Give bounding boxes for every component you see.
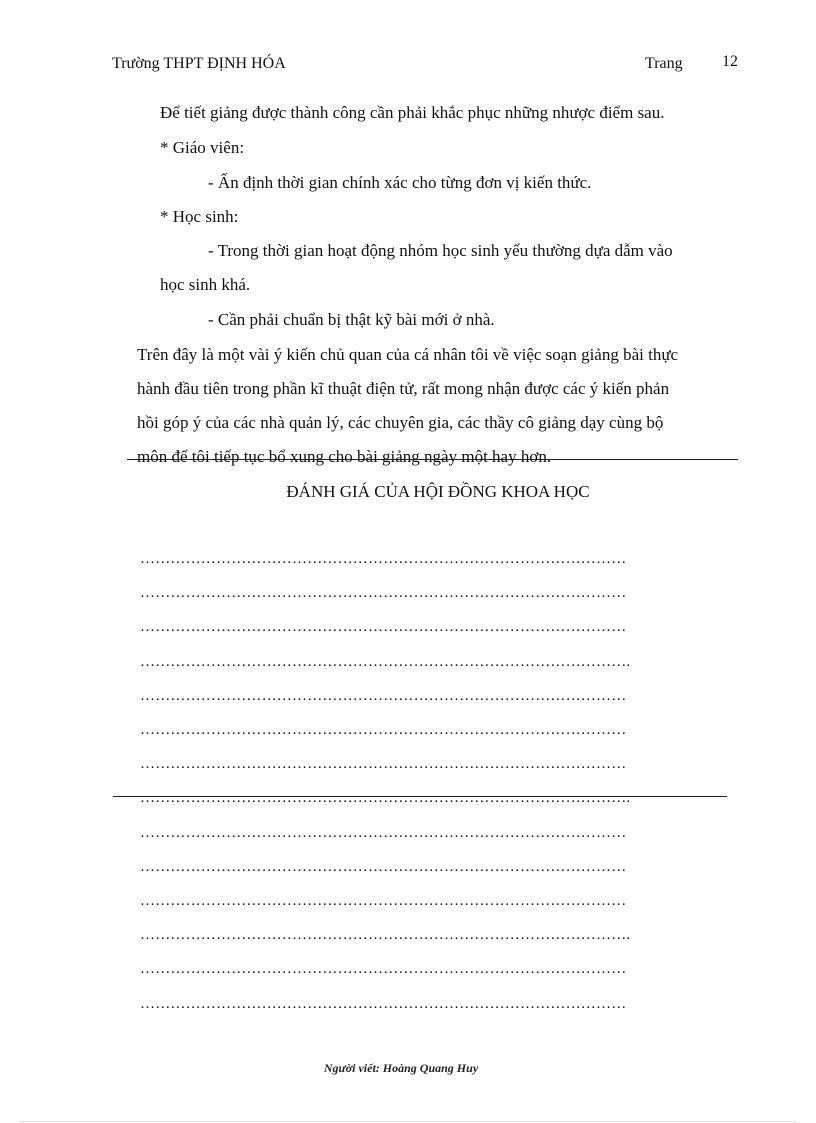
header-page-number: 12 xyxy=(722,53,738,70)
evaluation-dotted-line: …………………………………………………………………………………… xyxy=(140,687,627,704)
footer-author: Người viết: Hoàng Quang Huy xyxy=(323,1061,479,1075)
evaluation-dotted-line: …………………………………………………………………………………… xyxy=(140,995,627,1012)
header-school: Trường THPT ĐỊNH HÓA xyxy=(112,55,286,72)
conclusion-line-2: hành đầu tiên trong phần kĩ thuật điện tử, rất mong nhận được các ý kiến phản xyxy=(137,379,670,398)
evaluation-dotted-line: …………………………………………………………………………………… xyxy=(140,756,627,773)
evaluation-dotted-line: ……………………………………………………………………………………. xyxy=(140,653,631,670)
evaluation-dotted-line: ……………………………………………………………………………………. xyxy=(140,927,631,944)
conclusion-line-3: hồi góp ý của các nhà quản lý, các chuyên gia, các thầy cô giảng dạy cùng bộ xyxy=(137,413,664,432)
section-divider xyxy=(127,459,738,460)
evaluation-dotted-line: …………………………………………………………………………………… xyxy=(140,585,627,602)
student-item-1-line-1: - Trong thời gian hoạt động nhóm học sinh yếu thường dựa dẫm vào xyxy=(208,241,673,260)
evaluation-dotted-line: …………………………………………………………………………………… xyxy=(140,961,627,978)
teacher-item: - Ấn định thời gian chính xác cho từng đơn vị kiến thức. xyxy=(208,173,592,192)
page-bottom-edge xyxy=(20,1121,796,1122)
evaluation-dotted-line: …………………………………………………………………………………… xyxy=(140,551,627,567)
evaluation-dotted-line: …………………………………………………………………………………… xyxy=(140,858,627,875)
conclusion-line-4: môn để tôi tiếp tục bổ xung cho bài giảng ngày một hay hơn. xyxy=(137,447,552,466)
paragraph-intro: Để tiết giảng được thành công cần phải khắc phục những nhược điểm sau. xyxy=(160,103,665,122)
header-page-label: Trang xyxy=(645,55,683,72)
mid-page-rule xyxy=(113,796,727,797)
teacher-heading: * Giáo viên: xyxy=(160,138,245,157)
evaluation-dotted-line: ……………………………………………………………………………………. xyxy=(140,790,631,807)
student-heading: * Học sinh: xyxy=(160,207,239,226)
evaluation-title: ĐÁNH GIÁ CỦA HỘI ĐỒNG KHOA HỌC xyxy=(286,482,590,501)
student-item-1-line-2: học sinh khá. xyxy=(160,275,251,294)
evaluation-dotted-line: …………………………………………………………………………………… xyxy=(140,722,627,738)
evaluation-dotted-line: …………………………………………………………………………………… xyxy=(140,893,627,909)
evaluation-dotted-line: …………………………………………………………………………………… xyxy=(140,824,627,841)
conclusion-line-1: Trên đây là một vài ý kiến chủ quan của cá nhân tôi về việc soạn giảng bài thực xyxy=(137,345,679,364)
evaluation-dotted-line: …………………………………………………………………………………… xyxy=(140,619,627,636)
student-item-2: - Cần phải chuẩn bị thật kỹ bài mới ở nhà. xyxy=(208,310,495,329)
